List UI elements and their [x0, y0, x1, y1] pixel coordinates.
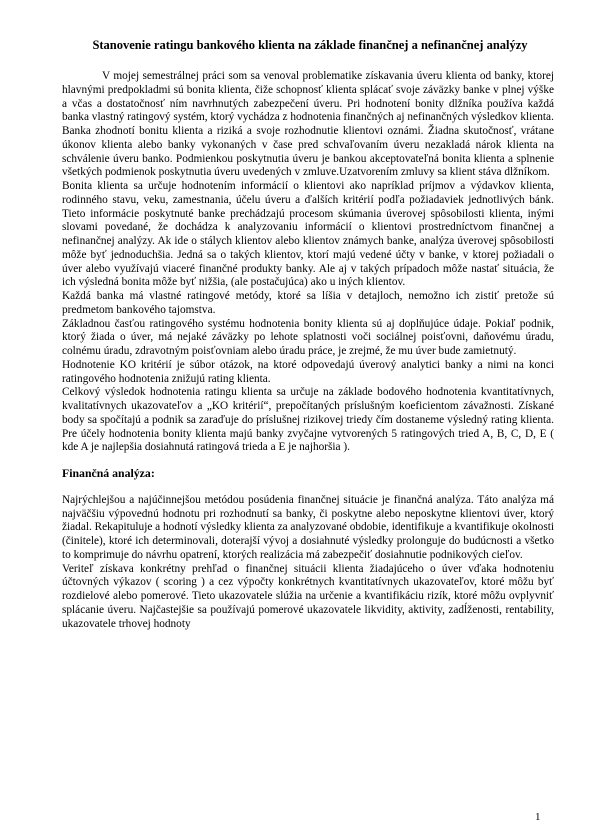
paragraph-supplementary-data: Základnou časťou ratingového systému hodnotenia bonity klienta sú aj doplňujúce údaje. Pokiaľ podnik, ktorý žiada o úver, má nejaké záväzky po lehote splatnosti voči sociálnej poisťovni, daňovému úradu, colnému úradu, zdravotným poisťovniam alebo úradu práce, je zrejmé, že mu úver bude zamietnutý. [62, 317, 554, 357]
section-heading: Finančná analýza: [62, 466, 155, 480]
paragraph-rating-methods: Každá banka má vlastné ratingové metódy, ktoré sa líšia v detajloch, nemožno ich zistiť pretože sú predmetom bankového tajomstva. [62, 290, 554, 316]
paragraph-client-bonita: Bonita klienta sa určuje hodnotením informácií o klientovi ako napríklad príjmov a výdavkov klienta, rodinného stavu, veku, zamestnania, účelu úveru a ďalších kritérií podľa požiadaviek jednotlivých bánk. Tieto informácie poskytnuté banke prechádzajú procesom skúmania úverovej spôsobilosti klienta, inými slovami povedané, že dochádza k analyzovaniu informácií o klientovi prostredníctvom finančnej a nefinančnej analýzy. Ak ide o stálych klientov alebo klientov známych banke, analýza úverovej spôsobilosti môže byť jednoduchšia. Jedná sa o takých klientov, ktorí majú vedené účty v banke, v ktorej požiadali o úver alebo využívajú viaceré finančné produkty banky. Ale aj v takých prípadoch môže nastať situácia, že ich výsledná bonita môže byť nižšia, (ale postačujúca) ako u iných klientov. [62, 180, 554, 289]
page-title: Stanovenie ratingu bankového klienta na základe finančnej a nefinančnej analýzy [92, 38, 528, 52]
paragraph-intro: V mojej semestrálnej práci som sa venoval problematike získavania úveru klienta od banky, ktorej hlavnými predpokladmi sú bonita klienta, čiže schopnosť klienta splácať svoje záväzky banke v plnej výške a včas a dostatočnosť ním navrhnutých zabezpečení úveru. Pri hodnotení bonity dlžníka používa každá banka vlastný ratingový systém, ktorý vychádza z hodnotenia finančných aj nefinančných výsledkov klienta. [62, 70, 554, 124]
paragraph-ko-criteria: Hodnotenie KO kritérií je súbor otázok, na ktoré odpovedajú úverový analytici banky a nimi na konci ratingového hodnotenia znižujú rating klienta. [62, 358, 554, 385]
page-number: 1 [535, 811, 541, 823]
paragraph-bank-evaluation: Banka zhodnotí bonitu klienta a riziká a svoje rozhodnutie klientovi oznámi. Žiadna skutočnosť, vrátane úkonov klienta alebo banky vykonaných v čase pred schvaľovaním úveru nezakladá nárok klienta na schválenie úveru banko. Podmienkou poskytnutia úveru je bankou akceptovateľná bonita klienta a splnenie všetkých podmienok poskytnutia úveru uvedených v zmluve.Uzatvorením zmluvy sa klient stáva dlžníkom. [62, 125, 554, 179]
paragraph-overall-result: Celkový výsledok hodnotenia ratingu klienta sa určuje na základe bodového hodnotenia kvantitatívnych, kvalitatívnych ukazovateľov a „KO kritérií“, prepočítaných príslušným koeficientom závažnosti. Získané body sa spočítajú a podnik sa zaraďuje do príslušnej rizikovej triedy čím dostaneme výsledný rating klienta. Pre účely hodnotenia bonity klienta majú banky zvyčajne vytvorených 5 ratingových tried A, B, C, D, E ( kde A je najlepšia dosiahnutá ratingová trieda a E je najhoršia ). [62, 386, 554, 454]
paragraph-financial-analysis: Najrýchlejšou a najúčinnejšou metódou posúdenia finančnej situácie je finančná analýza. Táto analýza má najväčšiu výpovednú hodnotu pri rozhodnutí sa banky, či poskytne alebo neposkytne klientovi úver, ktorý žiadal. Rekapituluje a hodnotí výsledky klienta za analyzované obdobie, identifikuje a kvantifikuje okolnosti (činitele), ktoré ich determinovali, doterajší vývoj a dosiahnuté výsledky prolonguje do budúcnosti a všetko to komprimuje do návrhu opatrení, ktorých realizácia má zabezpečiť dosiahnutie podnikových cieľov. [62, 493, 554, 561]
document-body [62, 70, 554, 631]
paragraph-creditor-overview: Veriteľ získava konkrétny prehľad o finančnej situácii klienta žiadajúceho o úver vďaka hodnoteniu účtovných výkazov ( scoring ) a cez výpočty konkrétnych kvantitatívnych ukazovateľov, ktoré môžu byť rozdielové alebo pomerové. Tieto ukazovatele slúžia na určenie a kvantifikáciu rizík, ktoré môžu ovplyvniť splácanie úveru. Najčastejšie sa používajú pomerové ukazovatele likvidity, aktivity, zadĺženosti, rentability, ukazovatele trhovej hodnoty [62, 562, 554, 630]
